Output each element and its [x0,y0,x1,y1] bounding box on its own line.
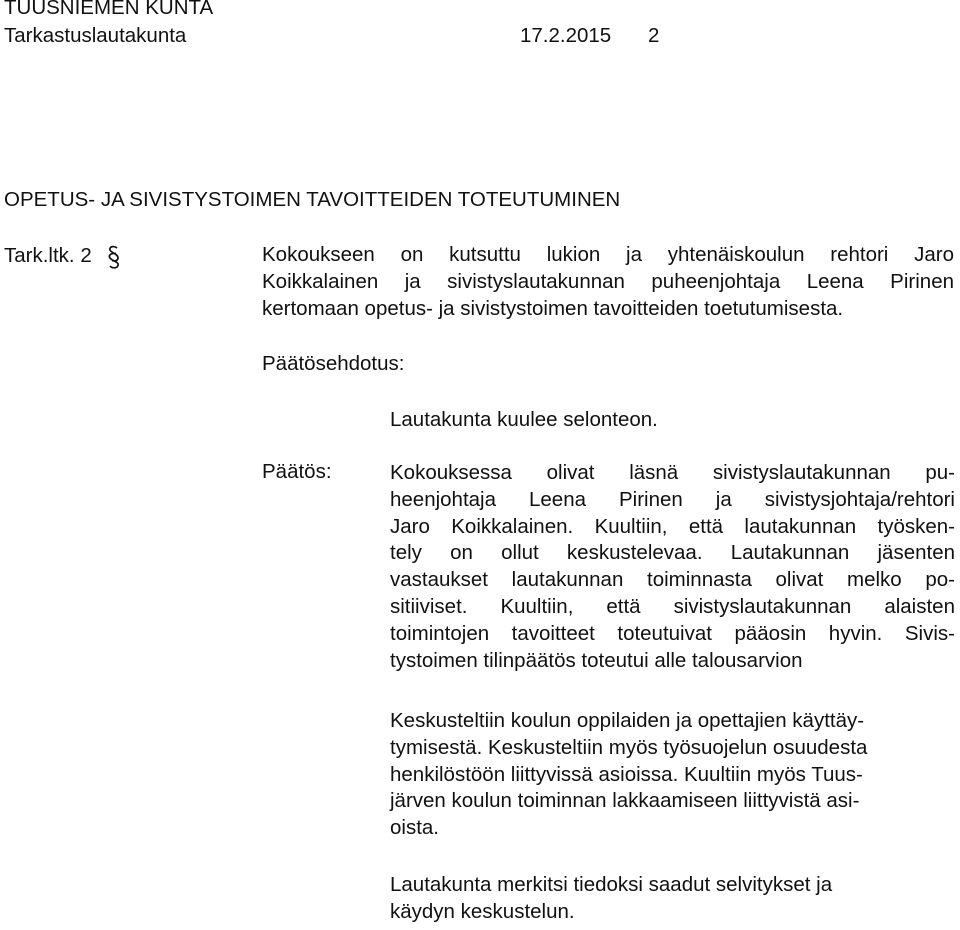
text-line: tymisestä. Keskusteltiin myös työsuojelun osuudesta [390,735,868,759]
text-line: Keskusteltiin koulun oppilaiden ja opettajien käyttäy- [390,709,865,732]
text-line: Kokoukseen on kutsuttu lukion ja yhtenäiskoulun rehtori Jaro [262,243,954,266]
decision-paragraph-2 [390,708,955,842]
decision-paragraph-3 [390,872,955,926]
text-line: järven koulun toiminnan lakkaamiseen liittyvistä asi- [390,789,860,813]
text-line: toimintojen tavoitteet toteutuivat pääosin hyvin. Sivis- [390,621,955,645]
text-line: Kokouksessa olivat läsnä sivistyslautakunnan pu- [390,461,955,484]
proposal-label: Päätösehdotus: [262,352,405,375]
text-line: Jaro Koikkalainen. Kuultiin, että lautakunnan työsken- [390,514,955,538]
section-sign-icon [104,244,124,270]
committee-name: Tarkastuslautakunta [4,24,187,47]
organization-name: TUUSNIEMEN KUNTA [4,0,214,19]
decision-label: Päätös: [262,460,332,483]
page-number: 2 [648,24,660,47]
item-intro [262,242,954,322]
text-line: tystoimen tilinpäätös toteutui alle talousarvion [390,648,803,672]
text-line: käydyn keskustelun. [390,899,575,923]
text-line: sitiiviset. Kuultiin, että sivistyslautakunnan alaisten [390,594,955,618]
text-line: Lautakunta merkitsi tiedoksi saadut selvitykset ja [390,873,833,896]
proposal-text: Lautakunta kuulee selonteon. [390,408,658,431]
section-title: OPETUS- JA SIVISTYSTOIMEN TAVOITTEIDEN TOTEUTUMINEN [4,188,621,211]
text-line: kertomaan opetus- ja sivistystoimen tavoitteiden toetutumisesta. [262,296,844,320]
meeting-date: 17.2.2015 [520,24,612,47]
item-reference: Tark.ltk. 2 [4,244,92,267]
text-line: oista. [390,816,439,840]
text-line: tely on ollut keskustelevaa. Lautakunnan jäsenten [390,541,955,565]
text-line: henkilöstöön liittyvissä asioissa. Kuultiin myös Tuus- [390,762,863,786]
text-line: heenjohtaja Leena Pirinen ja sivistysjohtaja/rehtori [390,487,955,511]
text-line: Koikkalainen ja sivistyslautakunnan puheenjohtaja Leena Pirinen [262,269,954,293]
text-line: vastaukset lautakunnan toiminnasta olivat melko po- [390,568,955,592]
decision-paragraph-1 [390,460,955,674]
intro-paragraph [262,242,954,322]
